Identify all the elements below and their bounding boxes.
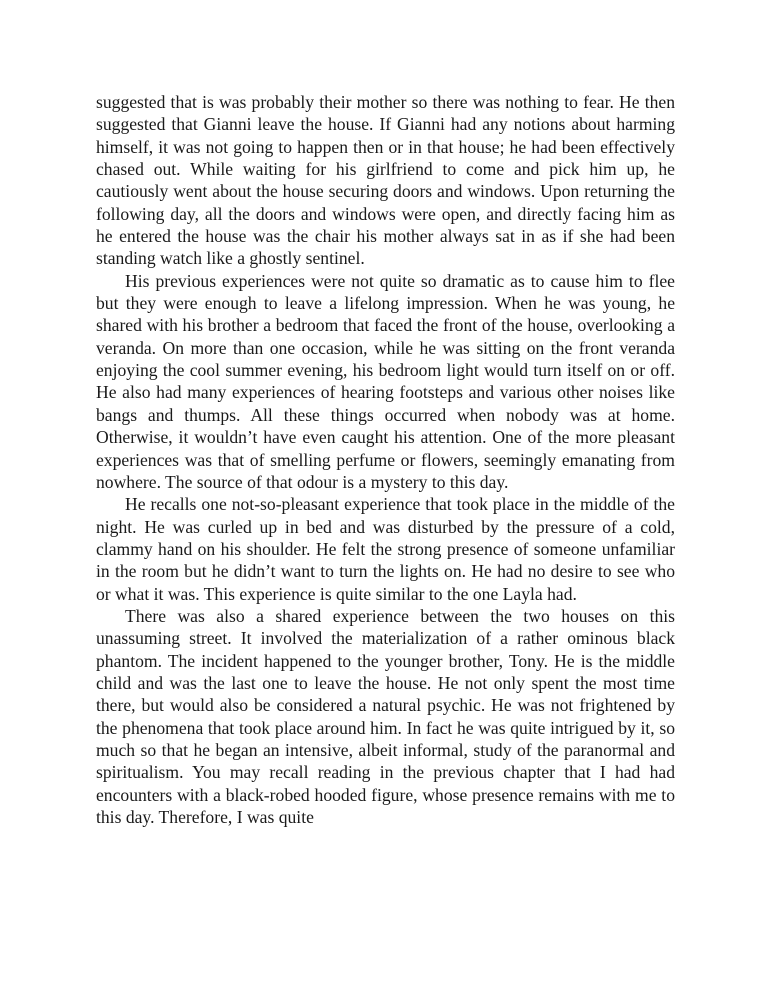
paragraph-2: His previous experiences were not quite so dramatic as to cause him to flee but they were enough to leave a lifelong impression. When he was young, he shared with his brother a bedroom that faced the front of the house, overlooking a veranda. On more than one occasion, while he was sitting on the front veranda enjoying the cool summer evening, his bedroom light would turn itself on or off. He also had many experiences of hearing footsteps and various other noises like bangs and thumps. All these things occurred when nobody was at home. Otherwise, it wouldn’t have even caught his attention. One of the more pleasant experiences was that of smelling perfume or flowers, seemingly emanating from nowhere. The source of that odour is a mystery to this day. [96, 270, 675, 492]
paragraph-3: He recalls one not-so-pleasant experience that took place in the middle of the night. He was curled up in bed and was disturbed by the pressure of a cold, clammy hand on his shoulder. He felt the strong presence of someone unfamiliar in the room but he didn’t want to turn the lights on. He had no desire to see who or what it was. This experience is quite similar to the one Layla had. [96, 494, 675, 604]
document-page [96, 91, 675, 828]
paragraph-1: suggested that is was probably their mother so there was nothing to fear. He then suggested that Gianni leave the house. If Gianni had any notions about harming himself, it was not going to happen then or in that house; he had been effectively chased out. While waiting for his girlfriend to come and pick him up, he cautiously went about the house securing doors and windows. Upon returning the following day, all the doors and windows were open, and directly facing him as he entered the house was the chair his mother always sat in as if she had been standing watch like a ghostly sentinel. [96, 92, 675, 269]
paragraph-4: There was also a shared experience between the two houses on this unassuming street. It involved the materialization of a rather ominous black phantom. The incident happened to the younger brother, Tony. He is the middle child and was the last one to leave the house. He not only spent the most time there, but would also be considered a natural psychic. He was not frightened by the phenomena that took place around him. In fact he was quite intrigued by it, so much so that he began an intensive, albeit informal, study of the paranormal and spiritualism. You may recall reading in the previous chapter that I had had encounters with a black-robed hooded figure, whose presence remains with me to this day. Therefore, I was quite [96, 605, 675, 827]
